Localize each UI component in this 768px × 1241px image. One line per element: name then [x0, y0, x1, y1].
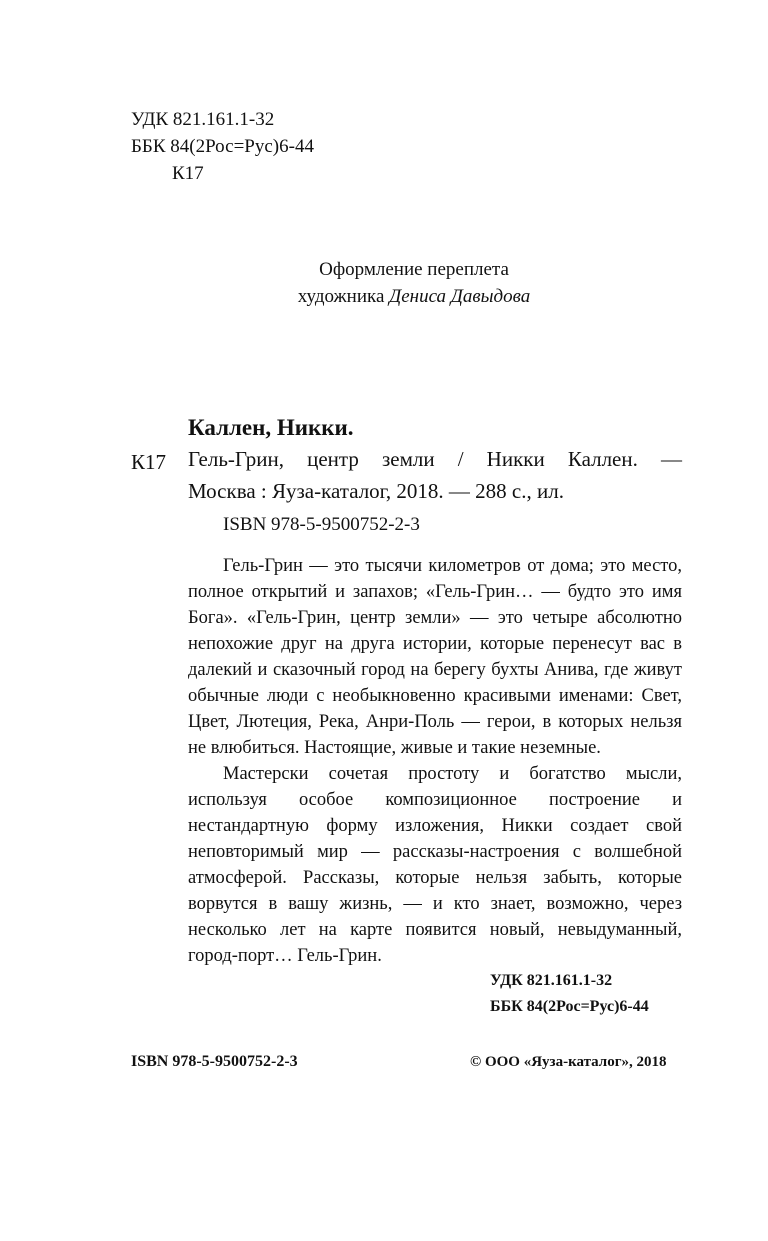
classification-codes-top	[131, 106, 314, 187]
publication-statement: Москва : Яуза-каталог, 2018. — 288 с., ил.	[188, 479, 564, 503]
author-sign-margin: К17	[131, 450, 167, 474]
author-sign: К17	[172, 163, 204, 184]
bbk-code-bottom: ББК 84(2Рос=Рус)6-44	[490, 998, 649, 1015]
author-heading: Каллен, Никки.	[188, 415, 354, 440]
title-statement: Гель-Грин, центр земли / Никки Каллен. —	[188, 447, 682, 471]
cover-design-credit	[0, 256, 768, 310]
bbk-code: ББК 84(2Рос=Рус)6-44	[131, 136, 314, 157]
annotation-paragraph-2: Мастерски сочетая простоту и богатство мысли, используя особое композиционное построение и нестандартную форму изложения, Никки создает свой неповторимый мир — рассказы-настроения с волшебной атмосферой. Рассказы, которые нельзя забыть, которые ворвутся в вашу жизнь, — и кто знает, возможно, через несколько лет на карте появится новый, невыдуманный, город-порт… Гель-Грин.	[188, 764, 682, 966]
annotation-paragraph-1: Гель-Грин — это тысячи километров от дома; это место, полное открытий и запахов; «Гель-Грин… — будто это имя Бога». «Гель-Грин, центр земли» — это четыре абсолютно непохожие друг на друга истории, которые перенесут вас в далекий и сказочный город на берегу бухты Анива, где живут обычные люди с необыкновенно красивыми именами: Свет, Цвет, Лютеция, Река, Анри-Поль — герои, в которых нельзя не влюбиться. Настоящие, живые и такие неземные.	[188, 556, 682, 758]
annotation	[188, 553, 682, 969]
artist-name: Дениса Давыдова	[389, 286, 531, 307]
bibliographic-description	[188, 443, 682, 507]
isbn-footer: ISBN 978-5-9500752-2-3	[131, 1053, 298, 1070]
classification-codes-bottom	[490, 968, 649, 1020]
udk-code: УДК 821.161.1-32	[131, 109, 275, 130]
isbn: ISBN 978-5-9500752-2-3	[223, 514, 420, 535]
design-credit-line1: Оформление переплета	[319, 259, 509, 280]
design-credit-prefix: художника	[297, 286, 385, 307]
copyright: © ООО «Яуза-каталог», 2018	[470, 1054, 667, 1070]
design-credit-line2	[0, 283, 768, 310]
udk-code-bottom: УДК 821.161.1-32	[490, 972, 613, 989]
